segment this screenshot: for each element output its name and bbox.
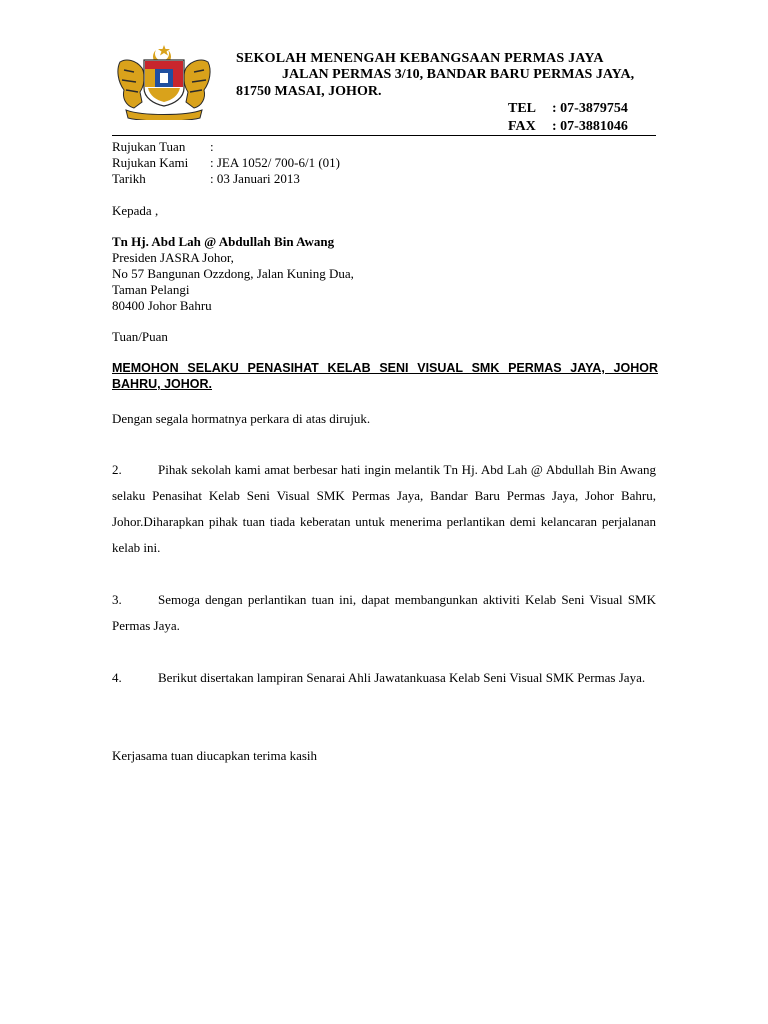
school-name: SEKOLAH MENENGAH KEBANGSAAN PERMAS JAYA: [236, 51, 604, 66]
school-telephone: [508, 100, 628, 118]
paragraph-4: [112, 665, 656, 691]
reference-row: [112, 139, 214, 155]
school-address-line1: JALAN PERMAS 3/10, BANDAR BARU PERMAS JAYA,: [282, 67, 635, 82]
paragraph-text: Semoga dengan perlantikan tuan ini, dapat membangunkan aktiviti Kelab Seni Visual SMK Permas Jaya.: [112, 592, 656, 633]
tel-label: TEL: [508, 101, 537, 116]
salutation: Tuan/Puan: [112, 329, 168, 344]
reference-label: Rujukan Tuan: [112, 139, 186, 154]
paragraph-text: Berikut disertakan lampiran Senarai Ahli Jawatankuasa Kelab Seni Visual SMK Permas Jaya.: [158, 670, 646, 685]
letter-subject: MEMOHON SELAKU PENASIHAT KELAB SENI VISUAL SMK PERMAS JAYA, JOHOR BAHRU, JOHOR.: [112, 361, 658, 391]
paragraph-text: Pihak sekolah kami amat berbesar hati ingin melantik Tn Hj. Abd Lah @ Abdullah Bin Awang selaku Penasihat Kelab Seni Visual SMK Permas Jaya, Bandar Baru Permas Jaya, Johor Bahru, Johor.Diharapkan pihak tuan tiada keberatan untuk menerima perlantikan demi kelancaran perjalanan kelab ini.: [112, 462, 656, 555]
paragraph-3: [112, 587, 656, 639]
date-value: : 03 Januari 2013: [210, 171, 300, 186]
paragraph-2: [112, 457, 656, 561]
date-row: [112, 171, 300, 187]
recipient-line: 80400 Johor Bahru: [112, 298, 212, 313]
paragraph-number: 4.: [112, 670, 122, 685]
letterhead-divider: [112, 135, 656, 136]
opening-line: Dengan segala hormatnya perkara di atas dirujuk.: [112, 411, 371, 426]
fax-label: FAX: [508, 119, 536, 134]
date-label: Tarikh: [112, 171, 146, 186]
closing-line: Kerjasama tuan diucapkan terima kasih: [112, 748, 318, 763]
greeting-to: Kepada ,: [112, 203, 159, 218]
reference-value: :: [210, 139, 214, 154]
fax-value: : 07-3881046: [552, 119, 628, 134]
reference-row: [112, 155, 340, 171]
coat-of-arms-icon: [112, 42, 216, 120]
recipient-line: No 57 Bangunan Ozzdong, Jalan Kuning Dua,: [112, 266, 354, 281]
paragraph-number: 2.: [112, 462, 122, 477]
school-fax: [508, 118, 628, 136]
paragraph-number: 3.: [112, 592, 122, 607]
recipient-line: Taman Pelangi: [112, 282, 190, 297]
recipient-name: Tn Hj. Abd Lah @ Abdullah Bin Awang: [112, 234, 335, 249]
reference-value: : JEA 1052/ 700-6/1 (01): [210, 155, 340, 170]
recipient-line: Presiden JASRA Johor,: [112, 250, 234, 265]
reference-label: Rujukan Kami: [112, 155, 189, 170]
tel-value: : 07-3879754: [552, 101, 628, 116]
school-address-line2: 81750 MASAI, JOHOR.: [236, 84, 382, 99]
